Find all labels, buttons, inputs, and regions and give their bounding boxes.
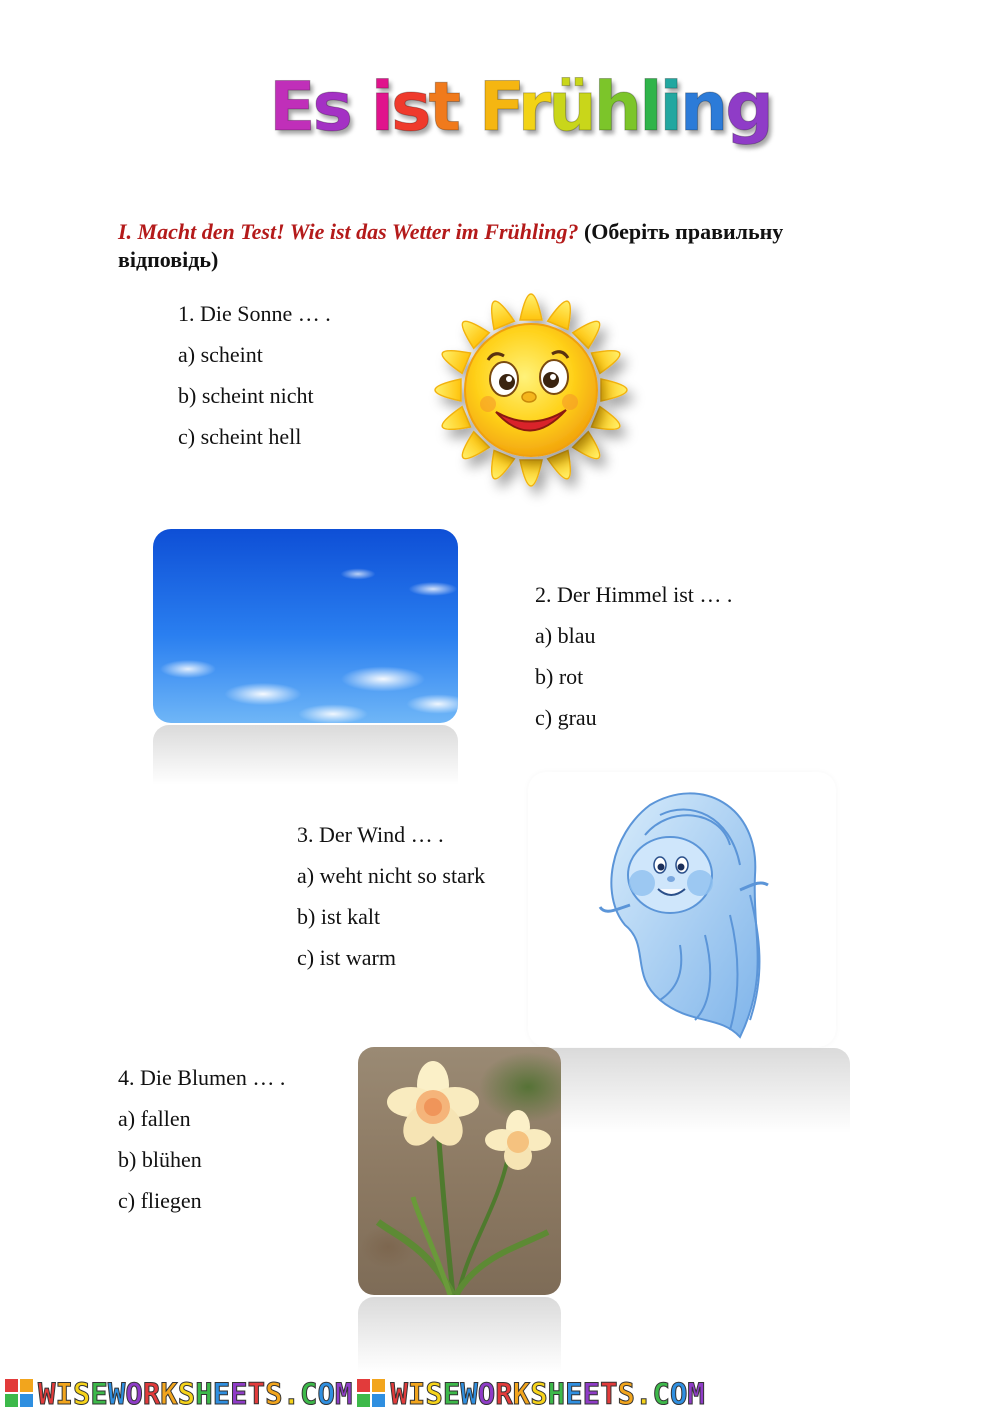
answer-option[interactable]: b) blühen (118, 1147, 202, 1172)
footer-site-name: WISEWORKSHEETS.COM (38, 1377, 353, 1411)
title-letter: E (269, 68, 313, 147)
daffodil-icon (358, 1047, 561, 1295)
title-letter: h (593, 68, 640, 147)
flower-photo-reflection (358, 1297, 561, 1372)
footer-watermark (0, 1376, 1000, 1413)
title-letter: s (312, 68, 350, 147)
answer-option[interactable]: b) scheint nicht (178, 383, 314, 408)
answer-option[interactable]: b) ist kalt (297, 904, 381, 929)
title-letter: g (725, 68, 771, 147)
sky-photo (153, 529, 458, 723)
wiseworksheets-logo-icon (4, 1378, 34, 1408)
title-letter: i (659, 68, 680, 147)
question-1 (178, 293, 331, 457)
question-3 (297, 814, 485, 978)
instruction-translation: (Оберіть правильну відповідь) (118, 219, 784, 272)
title-letter: n (679, 68, 726, 147)
title-letter: ü (548, 68, 594, 147)
title-letter (458, 68, 479, 147)
answer-option[interactable]: c) grau (535, 705, 597, 730)
answer-option[interactable]: c) ist warm (297, 945, 396, 970)
sky-photo-reflection (153, 725, 458, 785)
wiseworksheets-logo-icon (356, 1378, 386, 1408)
page-title (0, 58, 1000, 158)
title-letter: r (517, 68, 549, 147)
footer-site-name: WISEWORKSHEETS.COM (390, 1377, 705, 1411)
title-letter: s (391, 68, 429, 147)
answer-option[interactable]: a) scheint (178, 342, 263, 367)
wind-character-illustration (590, 775, 780, 1045)
question-prompt: 3. Der Wind … . (297, 822, 444, 847)
question-2 (535, 574, 732, 738)
question-4 (118, 1057, 285, 1221)
instruction-task: I. Macht den Test! Wie ist das Wetter im Frühling? (118, 219, 579, 244)
wind-illustration-reflection (528, 1048, 850, 1133)
answer-option[interactable]: a) blau (535, 623, 596, 648)
answer-option[interactable]: c) fliegen (118, 1188, 202, 1213)
sun-illustration (408, 272, 670, 522)
flower-photo (358, 1047, 561, 1295)
answer-option[interactable]: a) fallen (118, 1106, 191, 1131)
answer-option[interactable]: b) rot (535, 664, 584, 689)
question-prompt: 2. Der Himmel ist … . (535, 582, 733, 607)
title-letter: l (639, 68, 660, 147)
instruction-text (118, 218, 878, 274)
title-letter: t (428, 68, 458, 147)
answer-option[interactable]: a) weht nicht so stark (297, 863, 486, 888)
question-prompt: 1. Die Sonne … . (178, 301, 331, 326)
question-prompt: 4. Die Blumen … . (118, 1065, 286, 1090)
title-letter (350, 68, 371, 147)
title-letter: F (478, 68, 518, 147)
answer-option[interactable]: c) scheint hell (178, 424, 302, 449)
title-letter: i (370, 68, 391, 147)
